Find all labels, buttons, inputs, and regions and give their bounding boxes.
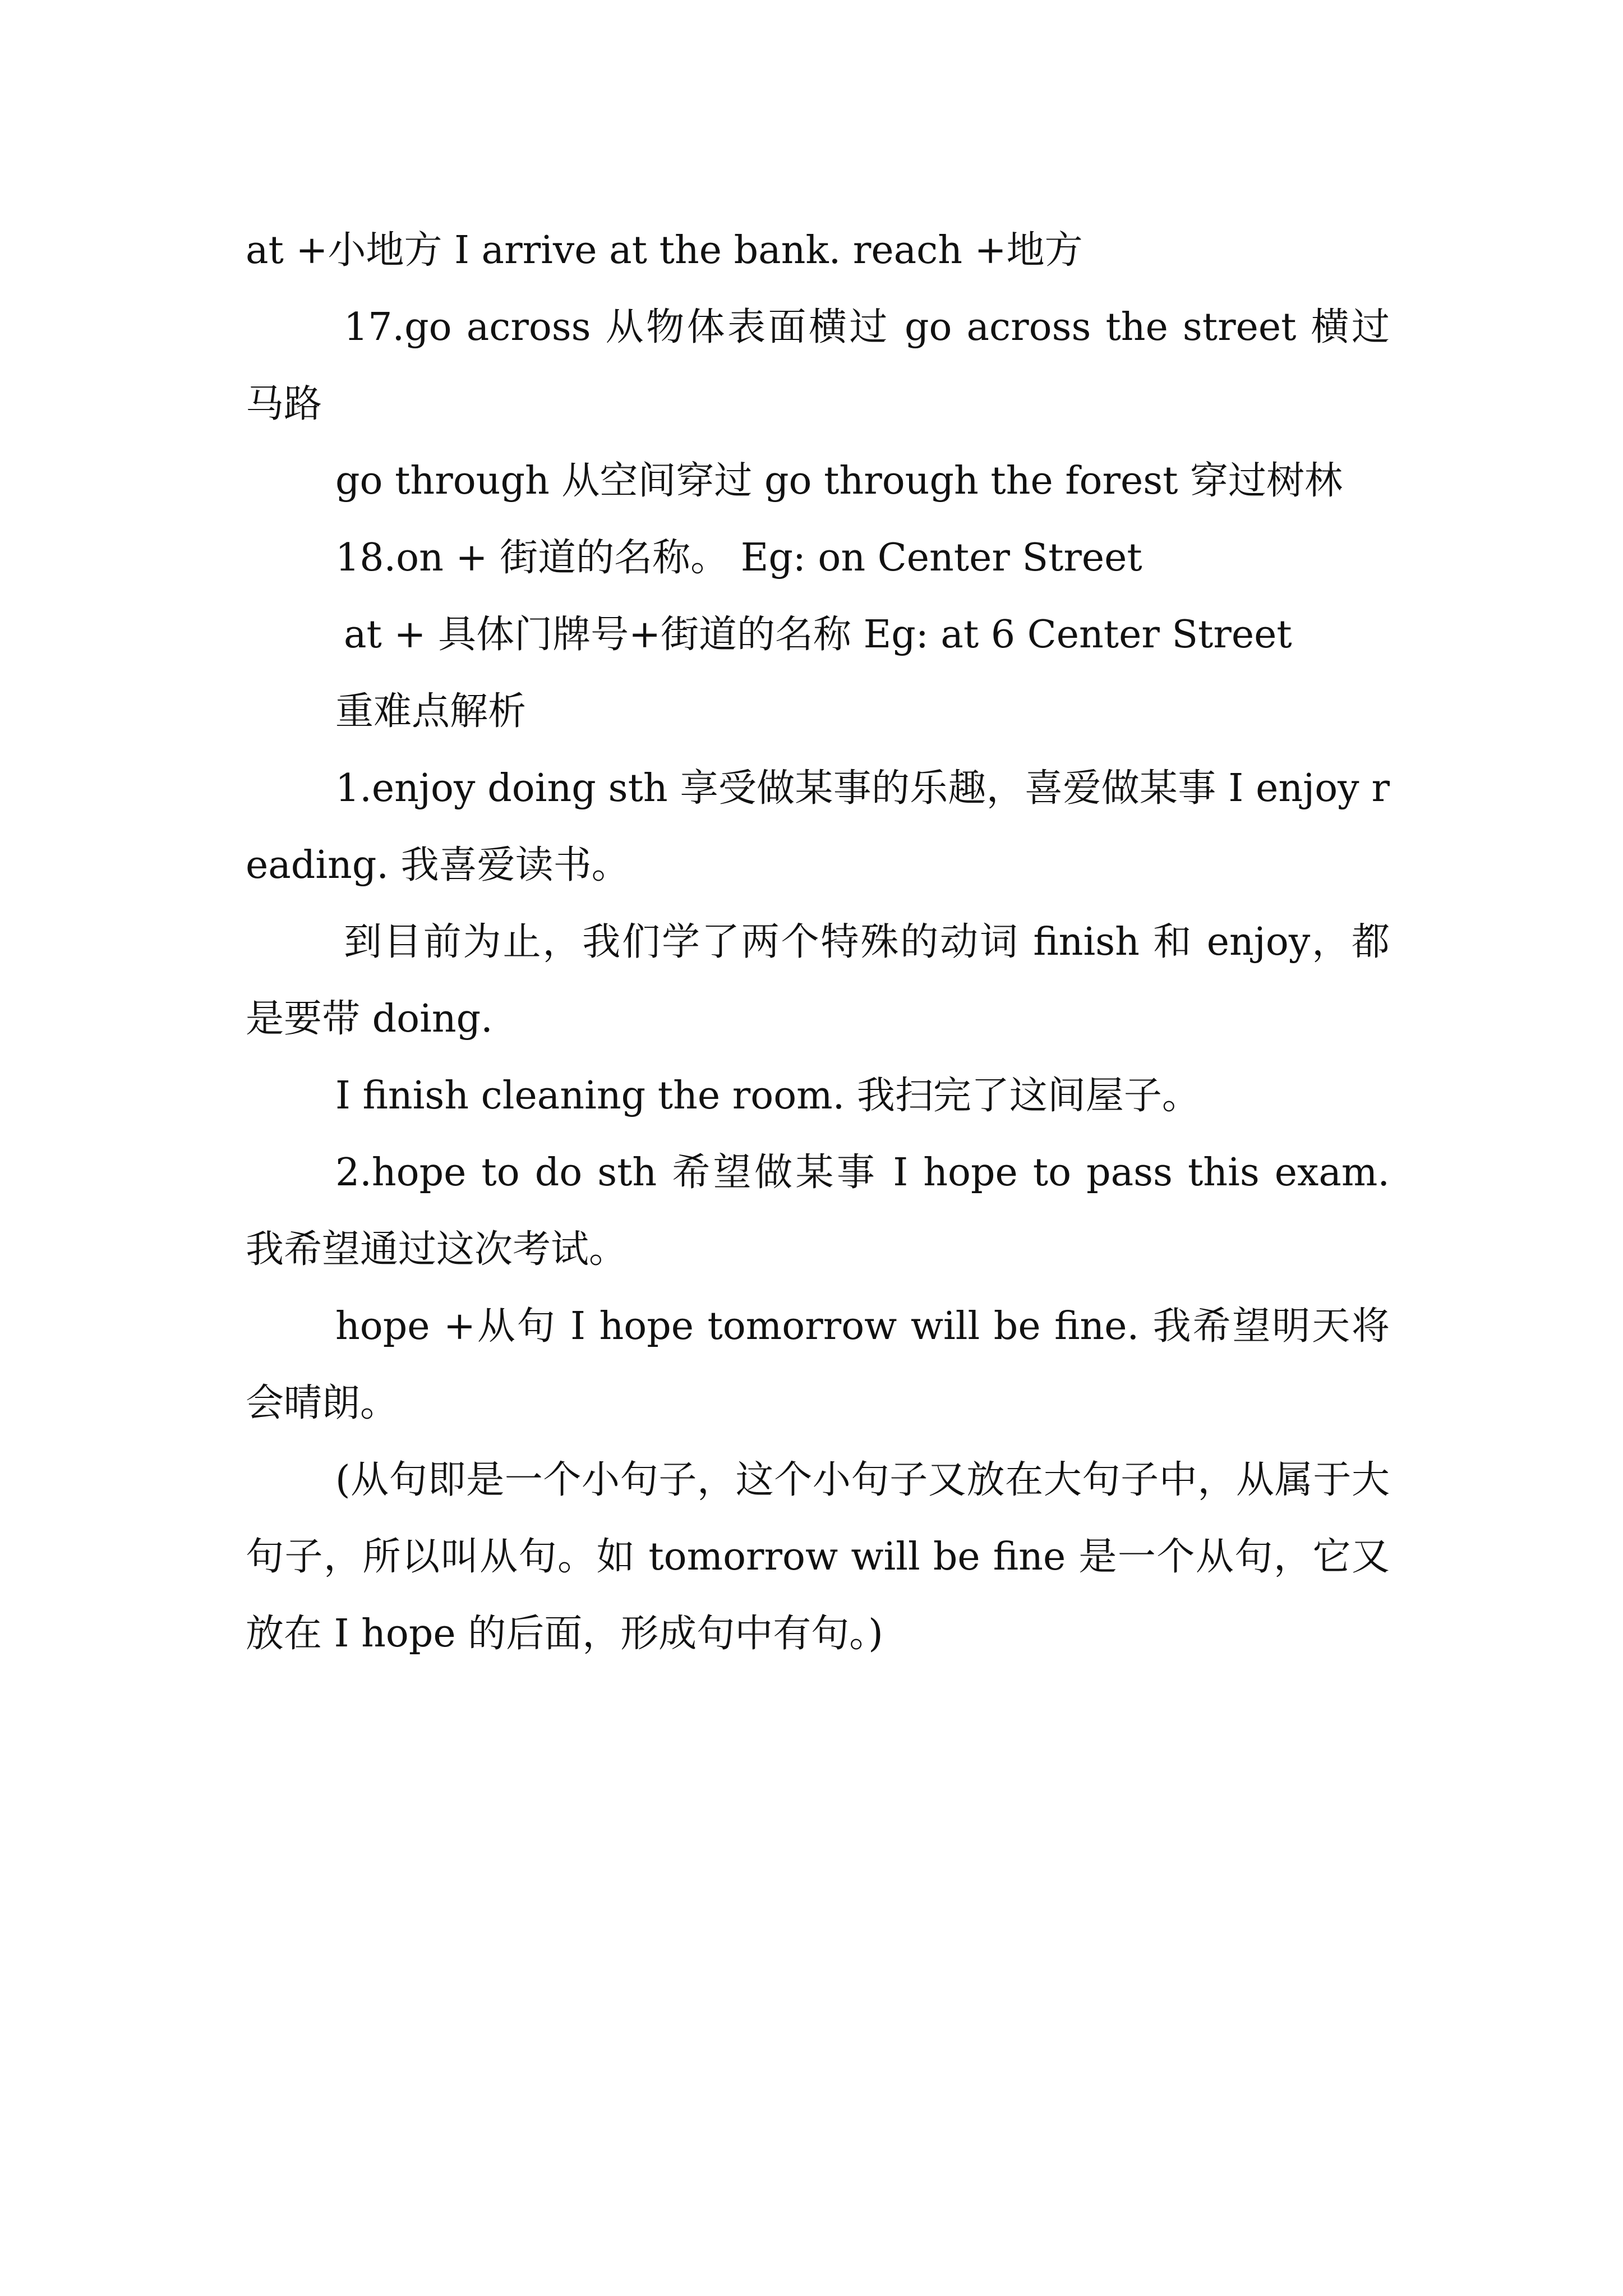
section-heading-key-points: 重难点解析 bbox=[335, 689, 527, 734]
paragraph-at-street-number: at + 具体门牌号+街道的名称 Eg: at 6 Center Street bbox=[344, 613, 1292, 657]
document-page bbox=[246, 212, 1390, 1672]
paragraph-finish-example: I finish cleaning the room. 我扫完了这间屋子。 bbox=[335, 1074, 1200, 1118]
paragraph-go-through: go through 从空间穿过 go through the forest 穿过树林 bbox=[335, 459, 1343, 503]
paragraph-finish-enjoy: 到目前为止，我们学了两个特殊的动词 finish 和 enjoy，都是要带 doing. bbox=[246, 920, 1390, 1041]
paragraph-enjoy-doing: 1.enjoy doing sth 享受做某事的乐趣，喜爱做某事 I enjoy reading. 我喜爱读书。 bbox=[246, 766, 1390, 887]
paragraph-hope-clause: hope +从句 I hope tomorrow will be fine. 我希望明天将会晴朗。 bbox=[246, 1304, 1390, 1425]
paragraph-clause-explanation: (从句即是一个小句子，这个小句子又放在大句子中，从属于大句子，所以叫从句。如 tomorrow will be fine 是一个从句，它又放在 I hope 的后面，形成句中有句。) bbox=[246, 1458, 1390, 1656]
paragraph-at-small-place: at +小地方 I arrive at the bank. reach +地方 bbox=[246, 228, 1083, 273]
paragraph-on-street: 18.on + 街道的名称。 Eg: on Center Street bbox=[335, 536, 1142, 580]
paragraph-go-across: 17.go across 从物体表面横过 go across the street 横过马路 bbox=[246, 305, 1390, 426]
paragraph-hope-to-do: 2.hope to do sth 希望做某事 I hope to pass this exam. 我希望通过这次考试。 bbox=[246, 1151, 1390, 1272]
